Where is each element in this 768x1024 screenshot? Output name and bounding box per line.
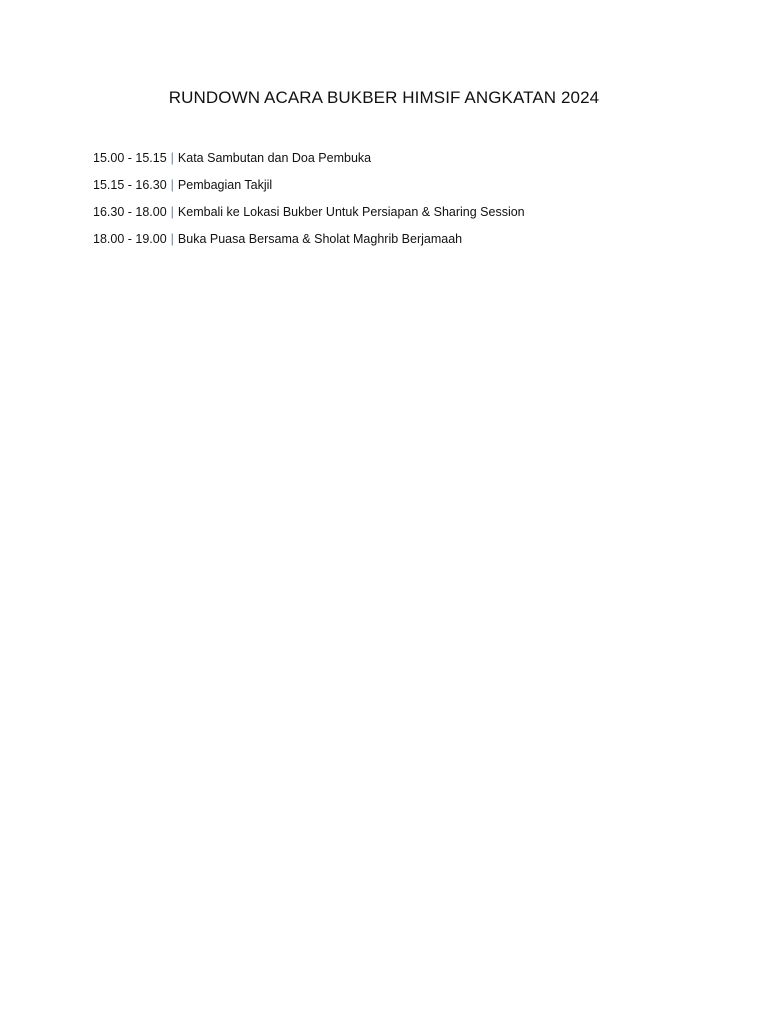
document-title: RUNDOWN ACARA BUKBER HIMSIF ANGKATAN 2024 xyxy=(168,88,600,107)
schedule-separator: | xyxy=(170,205,174,219)
schedule-time: 16.30 - 18.00 xyxy=(93,205,167,219)
schedule-time: 18.00 - 19.00 xyxy=(93,232,167,246)
schedule-item xyxy=(93,204,525,220)
schedule-activity: Pembagian Takjil xyxy=(177,178,273,192)
schedule-separator: | xyxy=(170,178,174,192)
schedule-item xyxy=(93,231,525,247)
schedule-time: 15.15 - 16.30 xyxy=(93,178,167,192)
schedule-activity: Kata Sambutan dan Doa Pembuka xyxy=(177,151,372,165)
schedule-separator: | xyxy=(170,232,174,246)
schedule-item xyxy=(93,177,525,193)
schedule-activity: Buka Puasa Bersama & Sholat Maghrib Berjamaah xyxy=(177,232,463,246)
schedule-separator: | xyxy=(170,151,174,165)
schedule-list xyxy=(93,150,525,258)
schedule-activity: Kembali ke Lokasi Bukber Untuk Persiapan & Sharing Session xyxy=(177,205,525,219)
schedule-time: 15.00 - 15.15 xyxy=(93,151,167,165)
schedule-item xyxy=(93,150,525,166)
